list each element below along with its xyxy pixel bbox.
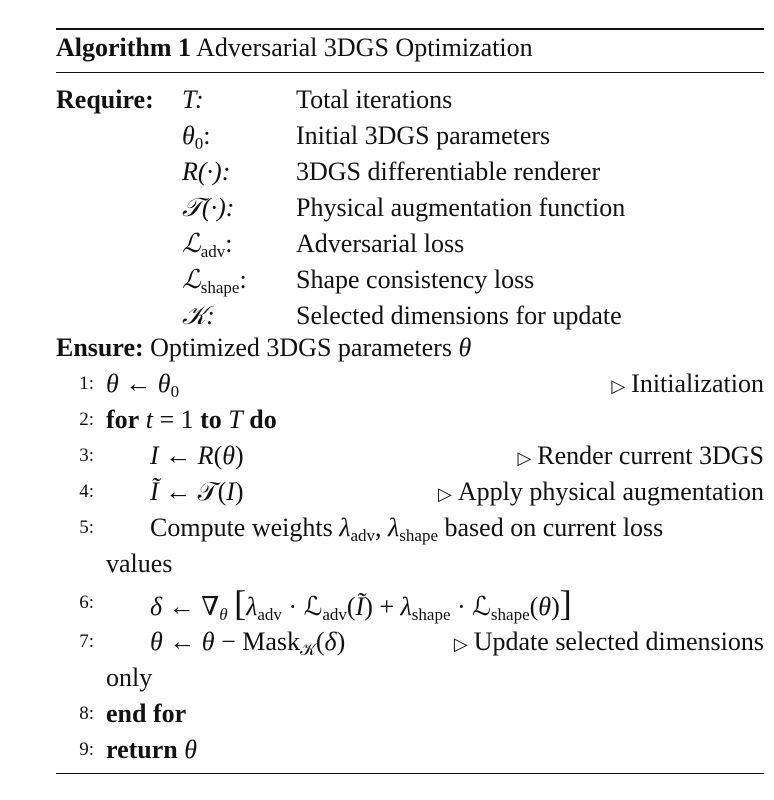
- step-comment: ▷ Render current 3DGS: [517, 441, 764, 470]
- step-keyword: end for: [106, 699, 187, 728]
- triangle-icon: ▷: [611, 376, 626, 396]
- step-5: [56, 510, 764, 582]
- require-description: Physical augmentation function: [296, 193, 626, 222]
- require-section: [56, 82, 764, 334]
- step-expression: for t = 1 to T do: [106, 405, 277, 434]
- line-number: 2:: [79, 409, 94, 430]
- line-number: 9:: [79, 739, 94, 760]
- step-comment: ▷ Update selected dimensions: [453, 627, 764, 656]
- step-expression: Compute weights $\lambda_{adv}$, $\lambda_{shape}$ based on current loss: [150, 513, 664, 545]
- require-symbol: $\theta_0$:: [182, 121, 211, 153]
- triangle-icon: ▷: [437, 484, 452, 504]
- require-description: 3DGS differentiable renderer: [296, 157, 601, 186]
- require-row: [56, 262, 764, 298]
- step-expression: θ ← $\theta_0$: [106, 369, 180, 401]
- require-symbol: 𝒦:: [182, 301, 215, 330]
- step-7: [56, 624, 764, 696]
- require-description: Total iterations: [296, 85, 453, 114]
- step-8: [56, 696, 764, 732]
- algorithm-block: [56, 28, 764, 73]
- step-4: [56, 474, 764, 510]
- line-number: 5:: [79, 517, 94, 538]
- step-wrap-text: values: [106, 549, 173, 578]
- require-symbol: 𝒯(·):: [182, 193, 235, 222]
- require-row: [56, 298, 764, 334]
- step-comment: ▷ Apply physical augmentation: [437, 477, 764, 506]
- require-description: Selected dimensions for update: [296, 301, 622, 330]
- line-number: 6:: [79, 592, 94, 613]
- require-symbol: T:: [182, 85, 204, 114]
- step-1: [56, 366, 764, 402]
- ensure-text: Optimized 3DGS parameters: [150, 333, 452, 362]
- line-number: 3:: [79, 445, 94, 466]
- ensure-line: [56, 330, 471, 366]
- require-row: [56, 118, 764, 154]
- line-number: 1:: [79, 373, 94, 394]
- step-wrap-text: only: [106, 663, 153, 692]
- step-3: [56, 438, 764, 474]
- require-row: [56, 190, 764, 226]
- require-row: [56, 154, 764, 190]
- line-number: 7:: [79, 631, 94, 652]
- line-number: 8:: [79, 703, 94, 724]
- step-9: [56, 732, 764, 768]
- algorithm-label: Algorithm 1: [56, 33, 192, 62]
- step-expression: δ ← $\nabla_\theta$ [$\lambda_{adv}$ · ℒ$_{adv}$(Ĩ) + $\lambda_{shape}$ · ℒ$_{shape}$(θ)]: [150, 583, 572, 624]
- require-label: Require:: [56, 85, 154, 114]
- require-symbol: ℒ$_{adv}$:: [182, 229, 233, 261]
- require-description: Initial 3DGS parameters: [296, 121, 551, 150]
- require-description: Adversarial loss: [296, 229, 465, 258]
- triangle-icon: ▷: [453, 634, 468, 654]
- algorithm-name: Adversarial 3DGS Optimization: [196, 33, 533, 62]
- ensure-symbol: θ: [458, 333, 472, 362]
- step-expression: return θ: [106, 735, 198, 764]
- step-comment: ▷ Initialization: [611, 369, 764, 398]
- step-6: [56, 582, 764, 624]
- triangle-icon: ▷: [517, 448, 532, 468]
- step-expression: I ← R(θ): [150, 441, 244, 470]
- require-symbol: ℒ$_{shape}$:: [182, 265, 247, 297]
- ensure-label: Ensure:: [56, 333, 144, 362]
- algorithm-steps: [56, 366, 764, 768]
- title-rule: [56, 72, 764, 73]
- algorithm-title: [56, 30, 764, 66]
- step-2: [56, 402, 764, 438]
- require-row: [56, 82, 764, 118]
- require-symbol: R(·):: [182, 157, 231, 186]
- bottom-rule: [56, 773, 764, 774]
- step-expression: θ ← θ − Mask$_𝒦$(δ): [150, 627, 346, 659]
- require-description: Shape consistency loss: [296, 265, 535, 294]
- line-number: 4:: [79, 481, 94, 502]
- step-expression: Ĩ ← 𝒯(I): [150, 477, 244, 506]
- require-row: [56, 226, 764, 262]
